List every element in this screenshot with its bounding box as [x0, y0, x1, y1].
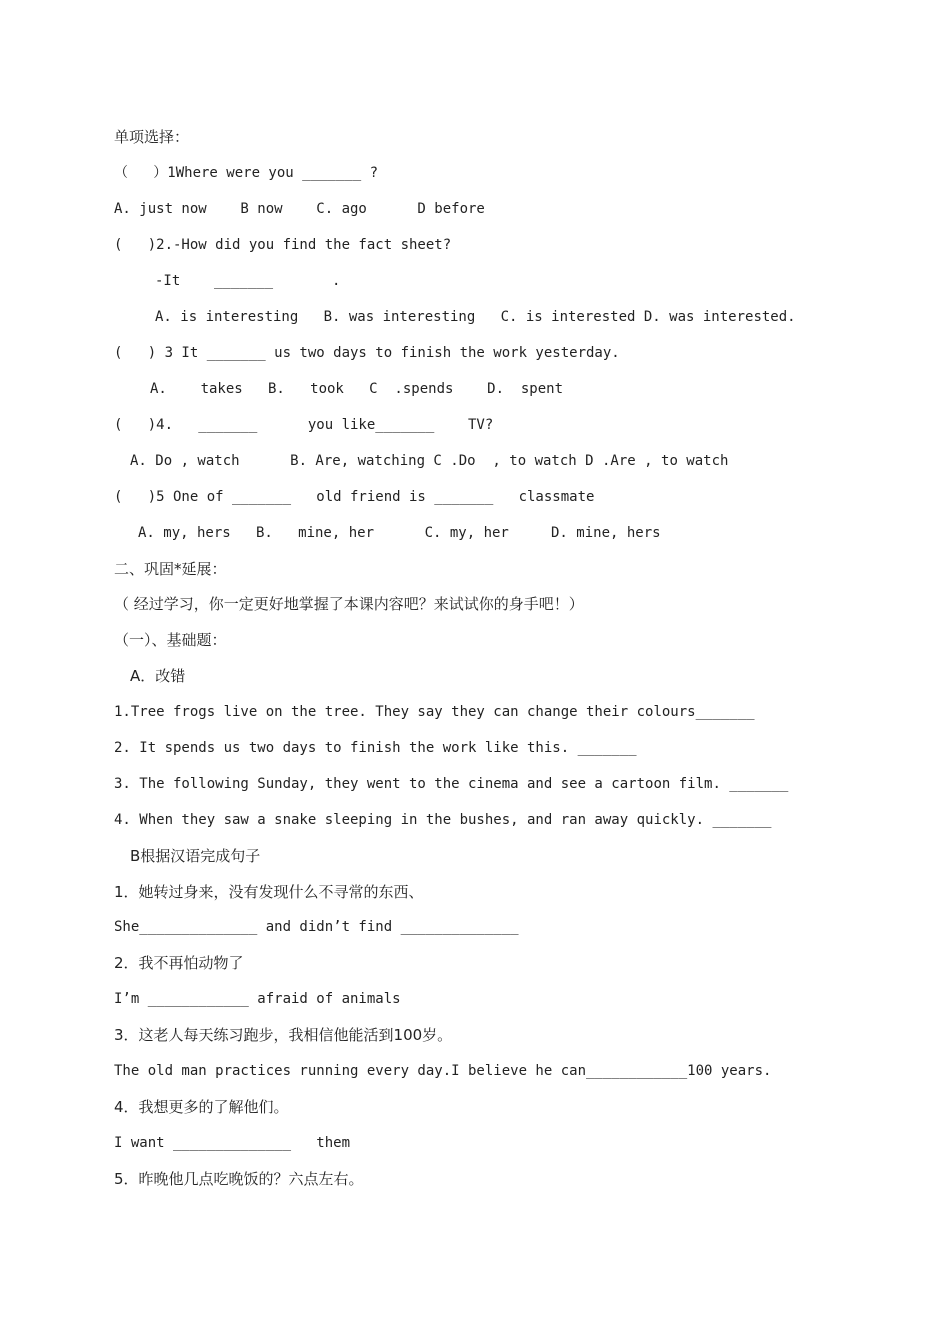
- question-2: ( )2.-How did you find the fact sheet?: [114, 237, 452, 253]
- translation-1-prompt: 1．她转过身来，没有发现什么不寻常的东西、: [114, 883, 424, 901]
- section-title-single-choice: 单项选择：: [114, 128, 190, 146]
- question-5: ( )5 One of _______ old friend is _______ classmate: [114, 489, 595, 505]
- question-4: ( )4. _______ you like_______ TV?: [114, 417, 494, 433]
- translation-2-prompt: 2．我不再怕动物了: [114, 954, 244, 972]
- translation-3-answer: The old man practices running every day.I believe he can____________100 years.: [114, 1063, 772, 1079]
- question-5-options: A. my, hers B. mine, her C. my, her D. mine, hers: [138, 525, 661, 541]
- correction-4: 4. When they saw a snake sleeping in the bushes, and ran away quickly. _______: [114, 812, 772, 828]
- translation-2-answer: I’m ____________ afraid of animals: [114, 991, 401, 1007]
- translation-4-answer: I want ______________ them: [114, 1135, 351, 1151]
- question-3: ( ) 3 It _______ us two days to finish the work yesterday.: [114, 345, 620, 361]
- translation-4-prompt: 4．我想更多的了解他们。: [114, 1098, 289, 1116]
- correction-1: 1.Tree frogs live on the tree. They say they can change their colours_______: [114, 704, 755, 720]
- translation-3-prompt: 3．这老人每天练习跑步，我相信他能活到100岁。: [114, 1026, 453, 1044]
- section-intro: （ 经过学习，你一定更好地掌握了本课内容吧？来试试你的身手吧！）: [114, 595, 584, 613]
- section-title-consolidate: 二、巩固*延展：: [114, 560, 227, 578]
- question-1: （ ）1Where were you _______ ?: [114, 165, 379, 181]
- translation-1-answer: She______________ and didn’t find ______________: [114, 919, 519, 935]
- part-b-title: B根据汉语完成句子: [130, 847, 261, 865]
- question-3-options: A. takes B. took C .spends D. spent: [150, 381, 564, 397]
- correction-3: 3. The following Sunday, they went to the cinema and see a cartoon film. _______: [114, 776, 789, 792]
- question-4-options: A. Do , watch B. Are, watching C .Do , to watch D .Are , to watch: [130, 453, 729, 469]
- question-1-options: A. just now B now C. ago D before: [114, 201, 485, 217]
- subsection-basic: （一）、基础题：: [114, 631, 227, 649]
- question-2-options: A. is interesting B. was interesting C. is interested D. was interested.: [155, 309, 796, 325]
- part-a-title: A．改错: [130, 667, 186, 685]
- translation-5-prompt: 5．昨晚他几点吃晚饭的？六点左右。: [114, 1170, 364, 1188]
- question-2-answer-line: -It _______ .: [155, 273, 341, 289]
- correction-2: 2. It spends us two days to finish the work like this. _______: [114, 740, 637, 756]
